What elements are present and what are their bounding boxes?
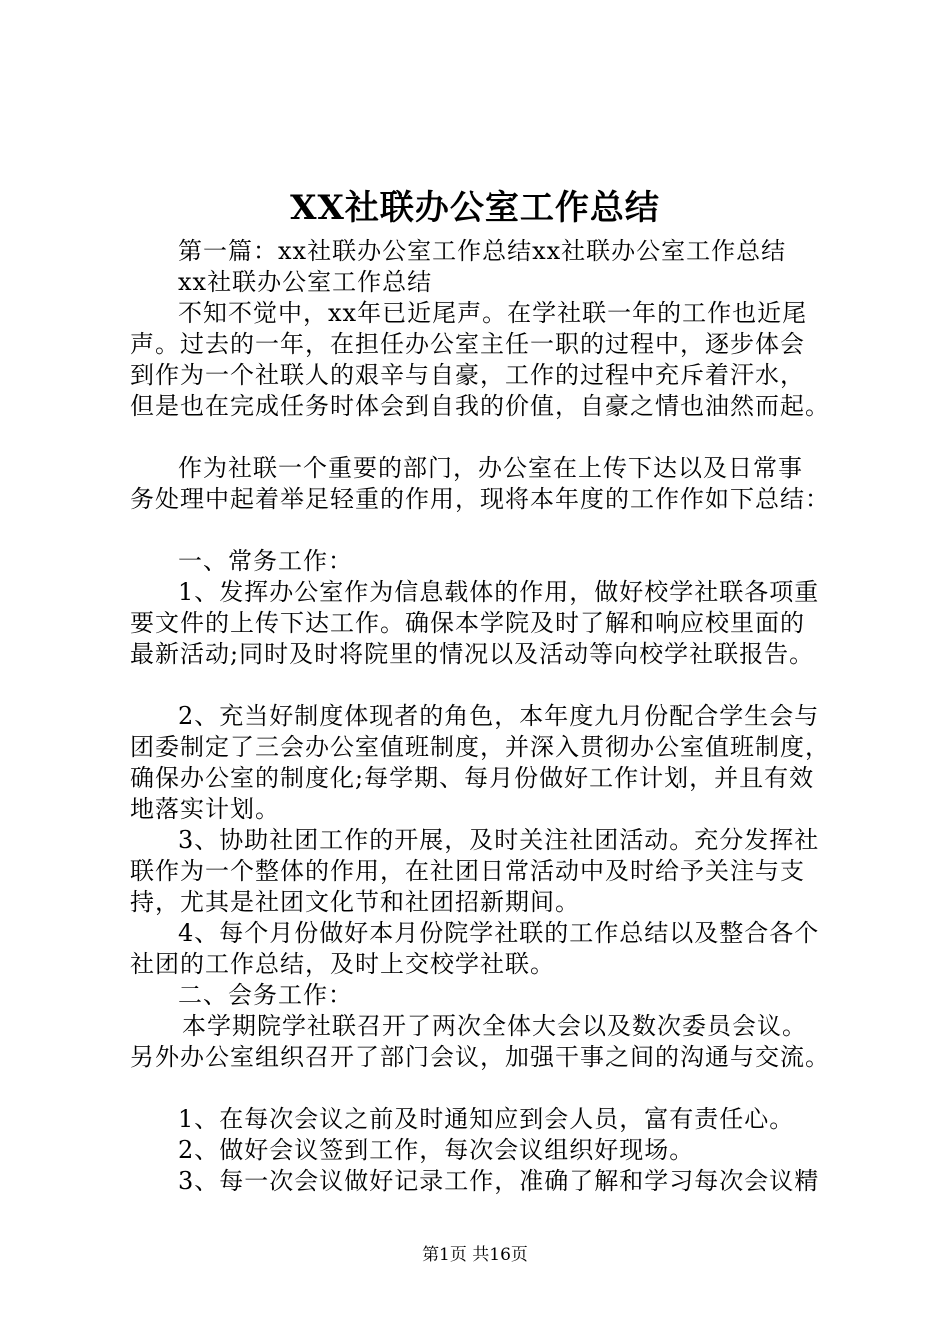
body-line: 2、充当好制度体现者的角色，本年度九月份配合学生会与 (178, 702, 820, 730)
body-line: 到作为一个社联人的艰辛与自豪，工作的过程中充斥着汗水， (130, 361, 805, 389)
body-line: 第一篇：xx社联办公室工作总结xx社联办公室工作总结 (178, 237, 787, 265)
body-line: 3、每一次会议做好记录工作，准确了解和学习每次会议精 (178, 1167, 820, 1195)
section-heading: 一、常务工作： (178, 547, 353, 575)
body-line: 2、做好会议签到工作，每次会议组织好现场。 (178, 1136, 695, 1164)
paragraph-gap (130, 670, 832, 701)
body-line: 地落实计划。 (130, 795, 280, 823)
body-line: 但是也在完成任务时体会到自我的价值，自豪之情也油然而起。 (130, 392, 830, 420)
paragraph-gap (130, 422, 832, 453)
body-line: 3、协助社团工作的开展，及时关注社团活动。充分发挥社 (178, 826, 820, 854)
body-line: 声。过去的一年，在担任办公室主任一职的过程中，逐步体会 (130, 330, 805, 358)
body-line: 作为社联一个重要的部门，办公室在上传下达以及日常事 (178, 454, 803, 482)
page-number-footer: 第1页 共16页 (422, 1245, 528, 1265)
body-line: xx社联办公室工作总结 (178, 268, 433, 296)
document-body (130, 236, 832, 1197)
body-line: 社团的工作总结，及时上交校学社联。 (130, 950, 555, 978)
body-line: 最新活动;同时及时将院里的情况以及活动等向校学社联报告。 (130, 640, 815, 668)
body-line: 要文件的上传下达工作。确保本学院及时了解和响应校里面的 (130, 609, 805, 637)
body-line: 另外办公室组织召开了部门会议，加强干事之间的沟通与交流。 (130, 1043, 830, 1071)
section-heading: 二、会务工作： (178, 981, 353, 1009)
paragraph-gap (130, 1073, 832, 1104)
body-line: 1、在每次会议之前及时通知应到会人员，富有责任心。 (178, 1105, 795, 1133)
body-line: 确保办公室的制度化;每学期、每月份做好工作计划，并且有效 (130, 764, 815, 792)
body-line: 本学期院学社联召开了两次全体大会以及数次委员会议。 (182, 1012, 807, 1040)
body-line: 不知不觉中，xx年已近尾声。在学社联一年的工作也近尾 (178, 299, 808, 327)
body-line: 团委制定了三会办公室值班制度，并深入贯彻办公室值班制度， (130, 733, 830, 761)
body-line: 4、每个月份做好本月份院学社联的工作总结以及整合各个 (178, 919, 820, 947)
body-line: 联作为一个整体的作用，在社团日常活动中及时给予关注与支 (130, 857, 805, 885)
paragraph-gap (130, 515, 832, 546)
document-title: XX社联办公室工作总结 (290, 188, 660, 228)
body-line: 务处理中起着举足轻重的作用，现将本年度的工作作如下总结： (130, 485, 830, 513)
body-line: 持，尤其是社团文化节和社团招新期间。 (130, 888, 580, 916)
body-line: 1、发挥办公室作为信息载体的作用，做好校学社联各项重 (178, 578, 820, 606)
